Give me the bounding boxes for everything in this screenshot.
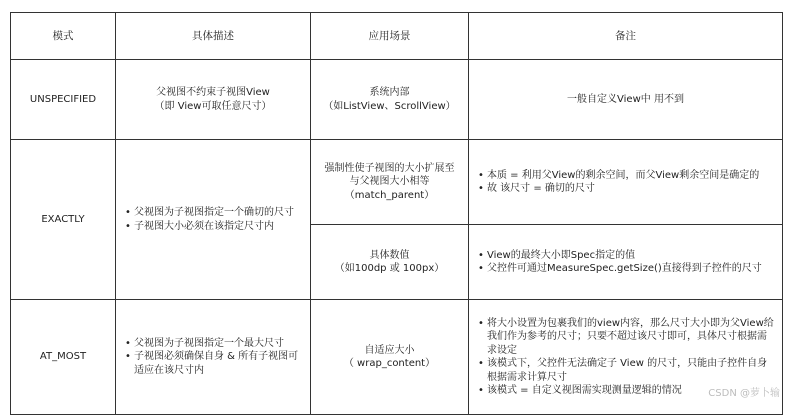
note-unspecified: 一般自定义View中 用不到: [469, 60, 783, 140]
header-scenario: 应用场景: [311, 13, 469, 60]
scene-exactly-a-line2: 与父视图大小相等: [349, 176, 430, 188]
scene-unspecified: [311, 60, 469, 140]
scene-exactly-a-line3: （match_parent）: [344, 189, 435, 201]
desc-at-most: [116, 300, 311, 415]
header-mode: 模式: [11, 13, 116, 60]
desc-unspecified-line2: （即 View可取任意尺寸）: [154, 100, 272, 112]
note-exactly-match-parent: [469, 140, 783, 225]
scene-at-most: [311, 300, 469, 415]
note-exactly-a-item: • 故 该尺寸 = 确切的尺寸: [487, 182, 776, 196]
header-description: 具体描述: [116, 13, 311, 60]
watermark: CSDN @萝卜输: [708, 388, 780, 399]
scene-exactly-match-parent: [311, 140, 469, 225]
scene-at-most-line2: （ wrap_content）: [343, 358, 436, 369]
mode-exactly: EXACTLY: [11, 140, 116, 300]
note-exactly-specific-value: [469, 225, 783, 300]
desc-exactly: [116, 140, 311, 300]
scene-at-most-line1: 自适应大小: [364, 344, 415, 356]
note-at-most-item: • 将大小设置为包裹我们的view内容，那么尺寸大小即为父View给我们作为参考的尺寸；只要不超过该尺寸即可，具体尺寸根据需求设定: [487, 317, 776, 358]
header-notes: 备注: [469, 13, 783, 60]
desc-unspecified: [116, 60, 311, 140]
row-at-most: [11, 300, 783, 415]
note-at-most-item: • 该模式下，父控件无法确定子 View 的尺寸，只能由子控件自身根据需求计算尺寸: [487, 357, 776, 384]
desc-unspecified-line1: 父视图不约束子视图View: [156, 87, 270, 98]
desc-exactly-item: • 父视图为子视图指定一个确切的尺寸: [134, 206, 304, 220]
header-row: [11, 13, 783, 60]
measure-spec-table: [10, 12, 783, 415]
scene-unspecified-line2: （如ListView、ScrollView）: [323, 100, 456, 112]
desc-at-most-item: • 子视图必须确保自身 & 所有子视图可适应在该尺寸内: [134, 350, 304, 377]
note-exactly-b-item: • View的最终大小即Spec指定的值: [487, 249, 776, 263]
scene-unspecified-line1: 系统内部: [369, 87, 410, 98]
scene-exactly-a-line1: 强制性使子视图的大小扩展至: [324, 162, 455, 174]
scene-exactly-specific-value: [311, 225, 469, 300]
mode-at-most: AT_MOST: [11, 300, 116, 415]
note-at-most-item: • 该模式 = 自定义视图需实现测量逻辑的情况: [487, 384, 776, 398]
scene-exactly-b-line1: 具体数值: [369, 249, 410, 261]
row-exactly-match-parent: [11, 140, 783, 225]
mode-unspecified: UNSPECIFIED: [11, 60, 116, 140]
note-exactly-a-item: • 本质 = 利用父View的剩余空间，而父View剩余空间是确定的: [487, 169, 776, 183]
note-exactly-b-item: • 父控件可通过MeasureSpec.getSize()直接得到子控件的尺寸: [487, 262, 776, 276]
scene-exactly-b-line2: （如100dp 或 100px）: [334, 263, 445, 274]
desc-at-most-item: • 父视图为子视图指定一个最大尺寸: [134, 337, 304, 351]
desc-exactly-item: • 子视图大小必须在该指定尺寸内: [134, 220, 304, 234]
row-unspecified: [11, 60, 783, 140]
